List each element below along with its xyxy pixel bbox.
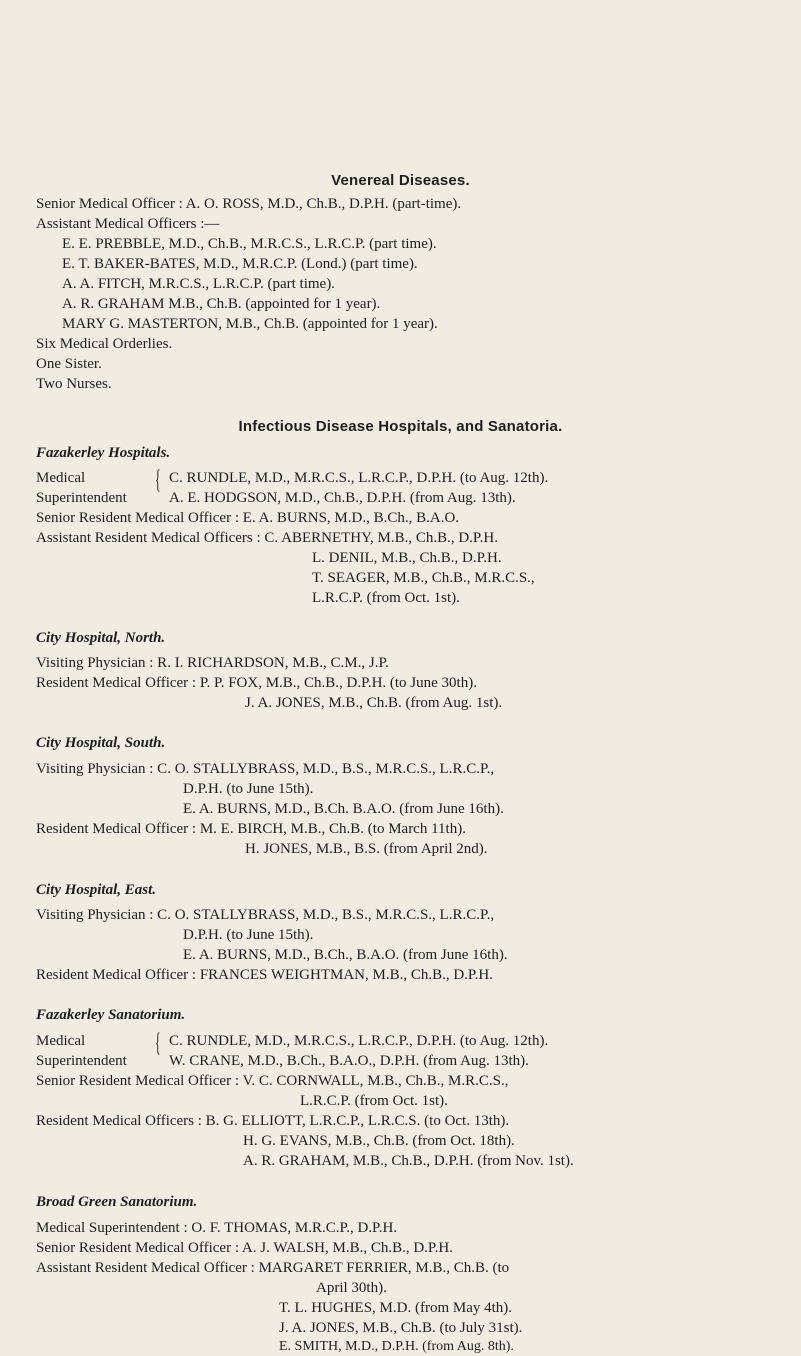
- subheading-fazakerley-sanatorium: Fazakerley Sanatorium.: [36, 1007, 186, 1023]
- text-line: L. DENIL, M.B., Ch.B., D.P.H.: [312, 550, 502, 566]
- text-line: E. E. PREBBLE, M.D., Ch.B., M.R.C.S., L.R.C.P. (part time).: [62, 236, 437, 252]
- text-line: Resident Medical Officers : B. G. ELLIOTT, L.R.C.P., L.R.C.S. (to Oct. 13th).: [36, 1113, 510, 1129]
- text-line: Assistant Resident Medical Officer : MARGARET FERRIER, M.B., Ch.B. (to: [36, 1260, 510, 1276]
- subheading-broad-green-sanatorium: Broad Green Sanatorium.: [36, 1194, 198, 1210]
- text-line: Resident Medical Officer : M. E. BIRCH, M.B., Ch.B. (to March 11th).: [36, 821, 466, 837]
- text-line: C. RUNDLE, M.D., M.R.C.S., L.R.C.P., D.P.H. (to Aug. 12th).: [169, 1033, 549, 1049]
- subheading-city-south: City Hospital, South.: [36, 735, 166, 751]
- text-line: April 30th).: [316, 1280, 387, 1296]
- subheading-city-north: City Hospital, North.: [36, 630, 166, 646]
- text-line: J. A. JONES, M.B., Ch.B. (from Aug. 1st).: [245, 695, 503, 711]
- subheading-city-east: City Hospital, East.: [36, 882, 157, 898]
- text-line: Senior Resident Medical Officer : E. A. BURNS, M.D., B.Ch., B.A.O.: [36, 510, 460, 526]
- brace-mark: {: [155, 465, 161, 494]
- heading-venereal-diseases: Venereal Diseases.: [331, 172, 470, 189]
- text-line: Resident Medical Officer : P. P. FOX, M.B., Ch.B., D.P.H. (to June 30th).: [36, 675, 477, 691]
- text-line: L.R.C.P. (from Oct. 1st).: [300, 1093, 448, 1109]
- text-line: A. R. GRAHAM, M.B., Ch.B., D.P.H. (from Nov. 1st).: [243, 1153, 574, 1169]
- text-line: Senior Resident Medical Officer : A. J. WALSH, M.B., Ch.B., D.P.H.: [36, 1240, 453, 1256]
- text-line: Assistant Medical Officers :—: [36, 216, 220, 232]
- text-line: Medical Superintendent : O. F. THOMAS, M.R.C.P., D.P.H.: [36, 1220, 398, 1236]
- text-line: D.P.H. (to June 15th).: [183, 781, 314, 797]
- text-line: Superintendent: [36, 1053, 127, 1069]
- text-line: Visiting Physician : R. I. RICHARDSON, M.B., C.M., J.P.: [36, 655, 389, 671]
- text-line: L.R.C.P. (from Oct. 1st).: [312, 590, 460, 606]
- text-line: T. SEAGER, M.B., Ch.B., M.R.C.S.,: [312, 570, 535, 586]
- text-line: Medical: [36, 1033, 86, 1049]
- text-line: One Sister.: [36, 356, 102, 372]
- text-line: Six Medical Orderlies.: [36, 336, 173, 352]
- text-line: Senior Medical Officer : A. O. ROSS, M.D., Ch.B., D.P.H. (part-time).: [36, 196, 462, 212]
- text-line: E. SMITH, M.D., D.P.H. (from Aug. 8th).: [279, 1339, 514, 1354]
- text-line: A. E. HODGSON, M.D., Ch.B., D.P.H. (from Aug. 13th).: [169, 490, 516, 506]
- text-line: A. R. GRAHAM M.B., Ch.B. (appointed for 1 year).: [62, 296, 381, 312]
- text-line: Visiting Physician : C. O. STALLYBRASS, M.D., B.S., M.R.C.S., L.R.C.P.,: [36, 761, 495, 777]
- text-line: H. G. EVANS, M.B., Ch.B. (from Oct. 18th).: [243, 1133, 515, 1149]
- text-line: E. T. BAKER-BATES, M.D., M.R.C.P. (Lond.) (part time).: [62, 256, 418, 272]
- heading-infectious-disease: Infectious Disease Hospitals, and Sanatoria.: [238, 418, 563, 435]
- text-line: Visiting Physician : C. O. STALLYBRASS, M.D., B.S., M.R.C.S., L.R.C.P.,: [36, 907, 495, 923]
- text-line: MARY G. MASTERTON, M.B., Ch.B. (appointed for 1 year).: [62, 316, 438, 332]
- text-line: Two Nurses.: [36, 376, 112, 392]
- text-line: T. L. HUGHES, M.D. (from May 4th).: [279, 1300, 513, 1316]
- text-line: J. A. JONES, M.B., Ch.B. (to July 31st).: [279, 1320, 523, 1336]
- text-line: Assistant Resident Medical Officers : C. ABERNETHY, M.B., Ch.B., D.P.H.: [36, 530, 498, 546]
- subheading-fazakerley-hospitals: Fazakerley Hospitals.: [36, 445, 171, 461]
- text-line: Superintendent: [36, 490, 127, 506]
- text-line: Resident Medical Officer : FRANCES WEIGHTMAN, M.B., Ch.B., D.P.H.: [36, 967, 493, 983]
- text-line: C. RUNDLE, M.D., M.R.C.S., L.R.C.P., D.P.H. (to Aug. 12th).: [169, 470, 549, 486]
- text-line: Medical: [36, 470, 86, 486]
- text-line: E. A. BURNS, M.D., B.Ch., B.A.O. (from June 16th).: [183, 947, 508, 963]
- brace-mark: {: [155, 1028, 161, 1057]
- text-line: A. A. FITCH, M.R.C.S., L.R.C.P. (part time).: [62, 276, 335, 292]
- text-line: E. A. BURNS, M.D., B.Ch. B.A.O. (from June 16th).: [183, 801, 504, 817]
- text-line: H. JONES, M.B., B.S. (from April 2nd).: [245, 841, 488, 857]
- text-line: Senior Resident Medical Officer : V. C. CORNWALL, M.B., Ch.B., M.R.C.S.,: [36, 1073, 509, 1089]
- text-line: W. CRANE, M.D., B.Ch., B.A.O., D.P.H. (from Aug. 13th).: [169, 1053, 529, 1069]
- text-line: D.P.H. (to June 15th).: [183, 927, 314, 943]
